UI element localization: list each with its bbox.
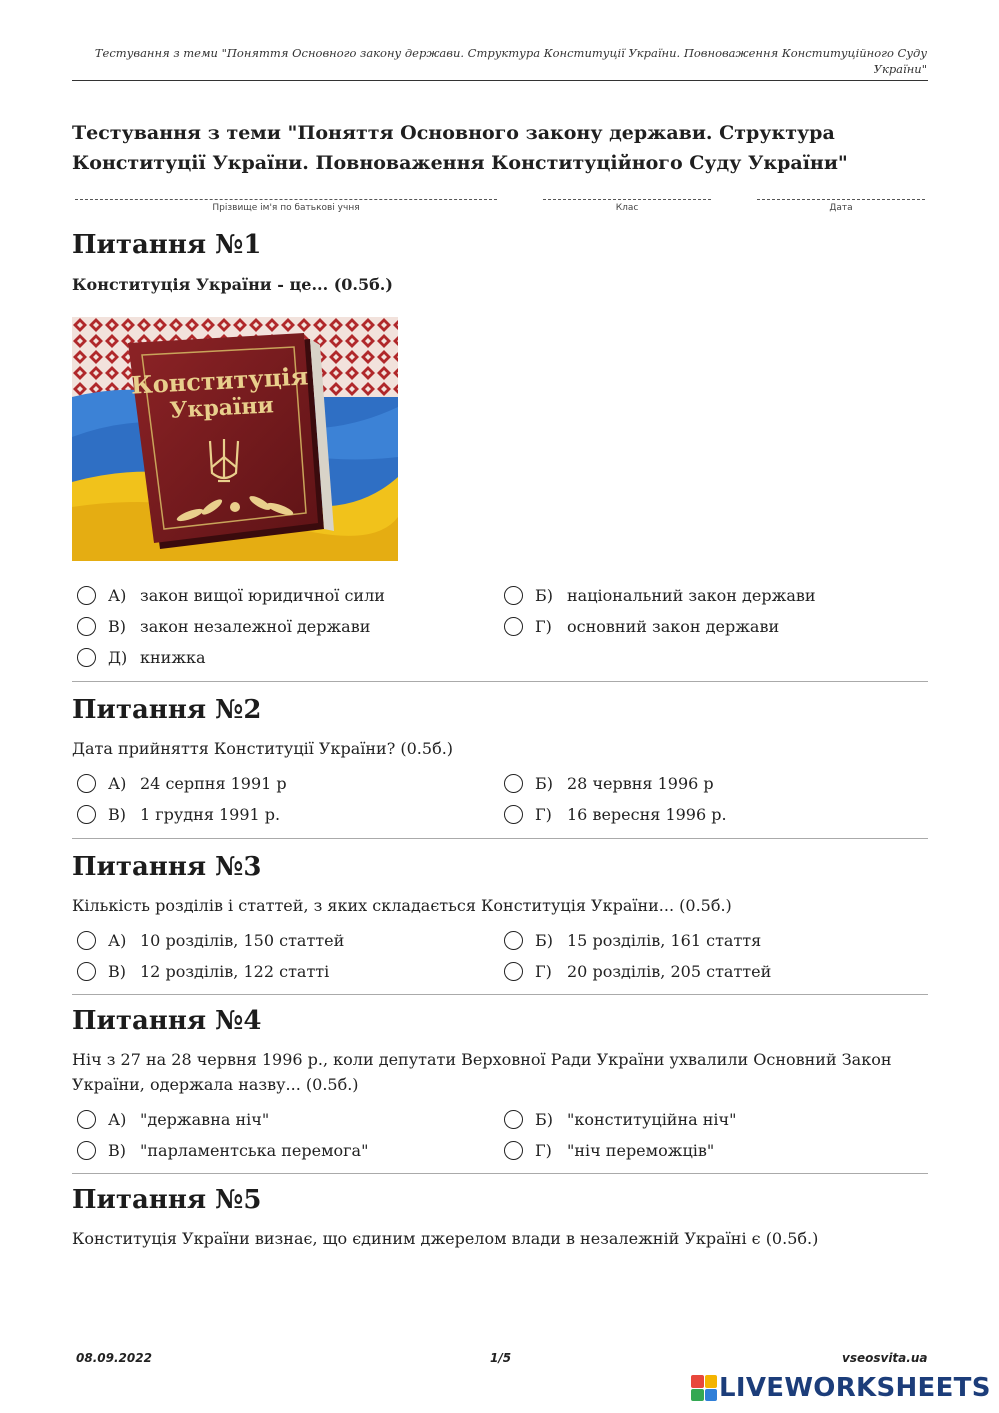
q2-option-a[interactable] bbox=[77, 769, 287, 797]
radio-button[interactable] bbox=[77, 774, 96, 793]
option-text: "парламентська перемога" bbox=[140, 1140, 369, 1160]
radio-button[interactable] bbox=[77, 648, 96, 667]
radio-button[interactable] bbox=[77, 1110, 96, 1129]
question-divider bbox=[72, 838, 928, 839]
option-text: "ніч переможців" bbox=[567, 1140, 715, 1160]
radio-button[interactable] bbox=[504, 1141, 523, 1160]
option-letter: Г) bbox=[535, 616, 552, 636]
running-header: Тестування з теми "Поняття Основного закону держави. Структура Конституції України. Повноваження Конституційного Суду України" bbox=[94, 46, 927, 76]
option-text: "конституційна ніч" bbox=[567, 1109, 737, 1129]
liveworksheets-logo-icon bbox=[691, 1375, 717, 1401]
radio-button[interactable] bbox=[504, 962, 523, 981]
q4-option-b[interactable] bbox=[504, 1105, 736, 1133]
question-1-text: Конституція України - це... (0.5б.) bbox=[72, 275, 393, 294]
header-divider bbox=[72, 80, 928, 81]
option-letter: Б) bbox=[535, 1109, 553, 1129]
footer-date: 08.09.2022 bbox=[76, 1351, 152, 1365]
radio-button[interactable] bbox=[77, 586, 96, 605]
name-signature-label: Прізвище ім'я по батькові учня bbox=[212, 203, 360, 213]
radio-button[interactable] bbox=[504, 931, 523, 950]
option-text: основний закон держави bbox=[567, 616, 780, 636]
option-letter: Б) bbox=[535, 930, 553, 950]
q3-option-v[interactable] bbox=[77, 957, 329, 985]
book-title-line1: Конституція bbox=[130, 361, 309, 400]
q4-option-g[interactable] bbox=[504, 1136, 714, 1164]
radio-button[interactable] bbox=[77, 617, 96, 636]
option-letter: Г) bbox=[535, 804, 552, 824]
q1-option-b[interactable] bbox=[504, 581, 816, 609]
option-text: 16 вересня 1996 р. bbox=[567, 804, 727, 824]
constitution-book-image bbox=[72, 317, 398, 561]
class-signature-line[interactable] bbox=[543, 199, 711, 200]
option-text: закон вищої юридичної сили bbox=[140, 585, 385, 605]
option-text: 24 серпня 1991 р bbox=[140, 773, 287, 793]
option-text: 15 розділів, 161 стаття bbox=[567, 930, 762, 950]
option-letter: Б) bbox=[535, 585, 553, 605]
q4-option-a[interactable] bbox=[77, 1105, 269, 1133]
q4-option-v[interactable] bbox=[77, 1136, 368, 1164]
liveworksheets-brand[interactable] bbox=[691, 1373, 991, 1403]
question-5-heading: Питання №5 bbox=[72, 1185, 262, 1215]
option-letter: А) bbox=[108, 1109, 127, 1129]
option-text: 10 розділів, 150 статтей bbox=[140, 930, 345, 950]
question-divider bbox=[72, 1173, 928, 1174]
option-letter: А) bbox=[108, 930, 127, 950]
radio-button[interactable] bbox=[77, 962, 96, 981]
option-text: 12 розділів, 122 статті bbox=[140, 961, 330, 981]
radio-button[interactable] bbox=[504, 586, 523, 605]
footer-page-number: 1/5 bbox=[490, 1351, 512, 1365]
radio-button[interactable] bbox=[504, 805, 523, 824]
footer-site: vseosvita.ua bbox=[842, 1351, 928, 1365]
question-3-heading: Питання №3 bbox=[72, 852, 262, 882]
brand-name: LIVEWORKSHEETS bbox=[719, 1373, 991, 1403]
question-1-heading: Питання №1 bbox=[72, 230, 262, 260]
option-letter: Д) bbox=[108, 647, 128, 667]
radio-button[interactable] bbox=[504, 617, 523, 636]
option-text: книжка bbox=[140, 647, 206, 667]
option-text: 1 грудня 1991 р. bbox=[140, 804, 281, 824]
option-letter: Г) bbox=[535, 1140, 552, 1160]
option-text: 20 розділів, 205 статтей bbox=[567, 961, 772, 981]
option-text: закон незалежної держави bbox=[140, 616, 371, 636]
option-letter: В) bbox=[108, 1140, 126, 1160]
option-letter: А) bbox=[108, 773, 127, 793]
radio-button[interactable] bbox=[504, 774, 523, 793]
option-letter: В) bbox=[108, 616, 126, 636]
question-divider bbox=[72, 681, 928, 682]
option-letter: А) bbox=[108, 585, 127, 605]
q3-option-b[interactable] bbox=[504, 926, 761, 954]
radio-button[interactable] bbox=[504, 1110, 523, 1129]
radio-button[interactable] bbox=[77, 1141, 96, 1160]
date-signature-label: Дата bbox=[829, 203, 853, 213]
q3-option-a[interactable] bbox=[77, 926, 344, 954]
question-4-heading: Питання №4 bbox=[72, 1006, 262, 1036]
option-text: 28 червня 1996 р bbox=[567, 773, 714, 793]
q1-option-g[interactable] bbox=[504, 612, 779, 640]
option-letter: В) bbox=[108, 804, 126, 824]
q3-option-g[interactable] bbox=[504, 957, 771, 985]
option-letter: В) bbox=[108, 961, 126, 981]
question-2-heading: Питання №2 bbox=[72, 695, 262, 725]
q1-option-d[interactable] bbox=[77, 643, 206, 671]
question-3-text: Кількість розділів і статтей, з яких складається Конституція України... (0.5б.) bbox=[72, 896, 732, 915]
question-4-text: Ніч з 27 на 28 червня 1996 р., коли депутати Верховної Ради України ухвалили Основний Закон України, одержала назву... (0.5б.) bbox=[72, 1050, 892, 1094]
question-2-text: Дата прийняття Конституції України? (0.5б.) bbox=[72, 739, 454, 758]
option-text: національний закон держави bbox=[567, 585, 816, 605]
q2-option-v[interactable] bbox=[77, 800, 280, 828]
q1-option-a[interactable] bbox=[77, 581, 385, 609]
option-text: "державна ніч" bbox=[140, 1109, 270, 1129]
option-letter: Г) bbox=[535, 961, 552, 981]
radio-button[interactable] bbox=[77, 931, 96, 950]
document-title: Тестування з теми "Поняття Основного закону держави. Структура Конституції України. Повноваження Конституційного Суду України" bbox=[72, 122, 848, 174]
option-letter: Б) bbox=[535, 773, 553, 793]
class-signature-label: Клас bbox=[615, 203, 639, 213]
q1-option-v[interactable] bbox=[77, 612, 370, 640]
question-divider bbox=[72, 994, 928, 995]
radio-button[interactable] bbox=[77, 805, 96, 824]
q2-option-g[interactable] bbox=[504, 800, 727, 828]
date-signature-line[interactable] bbox=[757, 199, 925, 200]
question-5-text: Конституція України визнає, що єдиним джерелом влади в незалежній Україні є (0.5б.) bbox=[72, 1229, 819, 1248]
name-signature-line[interactable] bbox=[75, 199, 497, 200]
book-title-line2: України bbox=[168, 392, 275, 424]
q2-option-b[interactable] bbox=[504, 769, 714, 797]
